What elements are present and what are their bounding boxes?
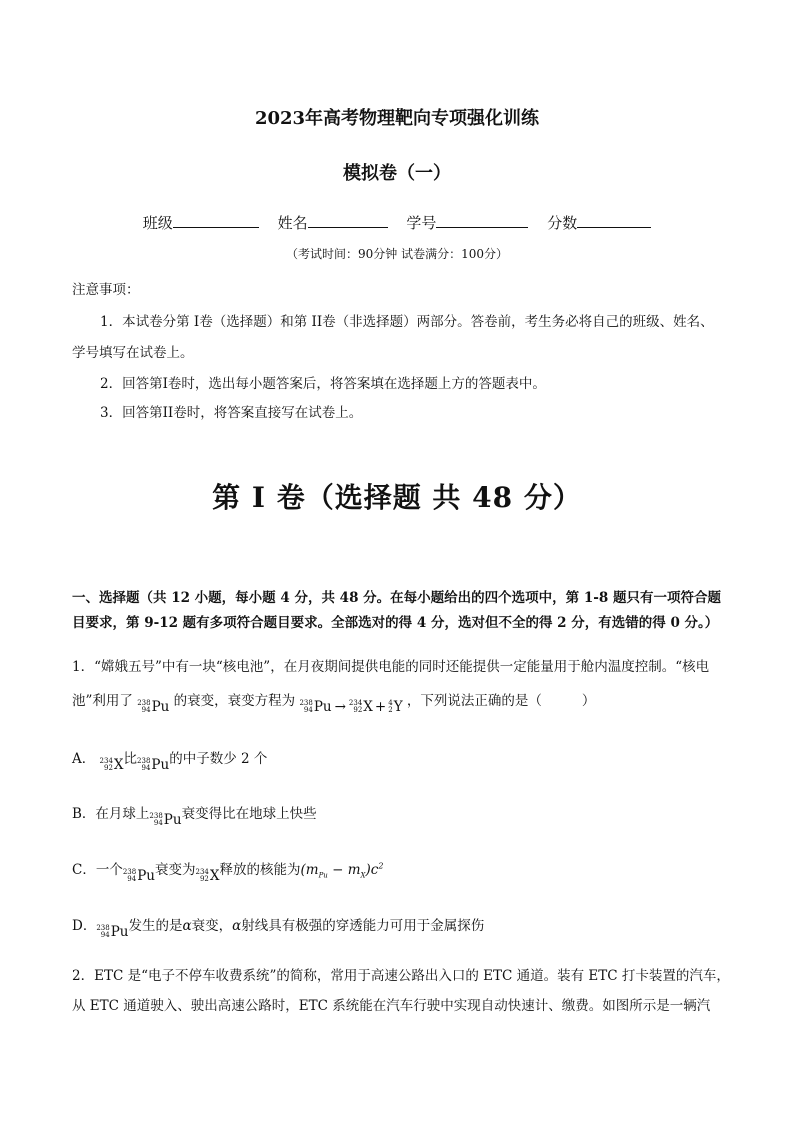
q1-text-a: 池”利用了 <box>72 693 133 709</box>
score-label: 分数 <box>547 214 578 232</box>
q1-text-c: ，下列说法正确的是（ <box>406 693 542 709</box>
nuclide-pu: 238 94 Pu <box>137 699 170 715</box>
section-instructions-2: 目要求，第 9-12 题有多项符合题目要求。全部选对的得 4 分，选对但不全的得 2 分，有选错的得 0 分。） <box>72 615 719 631</box>
name-blank[interactable] <box>308 213 388 228</box>
student-id-label: 学号 <box>406 214 437 232</box>
option-b[interactable]: B．在月球上 238 94 Pu 衰变得比在地球上快些 <box>72 806 317 828</box>
score-blank[interactable] <box>577 213 651 228</box>
exam-subtitle: 模拟卷（一） <box>343 163 451 184</box>
option-a[interactable]: A． 234 92 X 比 238 94 Pu 的中子数少 2 个 <box>72 751 268 773</box>
note-item-1-cont: 学号填写在试卷上。 <box>72 345 194 361</box>
section-instructions-1: 一、选择题（共 12 小题，每小题 4 分，共 48 分。在每小题给出的四个选项中，第 1-8 题只有一项符合题 <box>72 590 721 606</box>
exam-title: 2023年高考物理靶向专项强化训练 <box>254 108 540 129</box>
class-label: 班级 <box>142 214 173 232</box>
student-info-row <box>0 212 794 233</box>
class-blank[interactable] <box>173 213 259 228</box>
name-label: 姓名 <box>277 214 308 232</box>
option-d[interactable]: D． 238 94 Pu 发生的是α衰变，α射线具有极强的穿透能力可用于金属探伤 <box>72 918 485 940</box>
note-item-2: 2．回答第I卷时，选出每小题答案后，将答案填在选择题上方的答题表中。 <box>100 376 546 392</box>
student-id-blank[interactable] <box>436 213 528 228</box>
section-title: 第 I 卷（选择题 共 48 分） <box>212 481 582 514</box>
note-item-1: 1．本试卷分第 I卷（选择题）和第 II卷（非选择题）两部分。答卷前，考生务必将自己的班级、姓名、 <box>100 314 714 330</box>
option-c[interactable]: C．一个 238 94 Pu 衰变为 234 92 X 释放的核能为$(m_{Pu} - m_X)c^2$ <box>72 861 384 884</box>
question-1-line-1: 1．“嫦娥五号”中有一块“核电池”，在月夜期间提供电能的同时还能提供一定能量用于舱内温度控制。“核电 <box>72 659 710 675</box>
question-1-line-2 <box>72 689 595 715</box>
q1-text-b: 的衰变，衰变方程为 <box>173 693 296 709</box>
notes-heading: 注意事项： <box>72 282 140 298</box>
question-2-line-1: 2．ETC 是“电子不停车收费系统”的简称，常用于高速公路出入口的 ETC 通道。装有 ETC 打卡装置的汽车， <box>72 968 730 984</box>
question-2-line-2: 从 ETC 通道驶入、驶出高速公路时，ETC 系统能在汽车行驶中实现自动快速计、缴费。如图所示是一辆汽 <box>72 998 711 1014</box>
decay-equation: 238 94 Pu → 234 92 X + 4 2 Y <box>299 699 403 715</box>
exam-time: （考试时间：90分钟 试卷满分：100分） <box>286 247 508 261</box>
note-item-3: 3．回答第II卷时，将答案直接写在试卷上。 <box>100 405 363 421</box>
q1-text-d: ） <box>581 693 596 709</box>
